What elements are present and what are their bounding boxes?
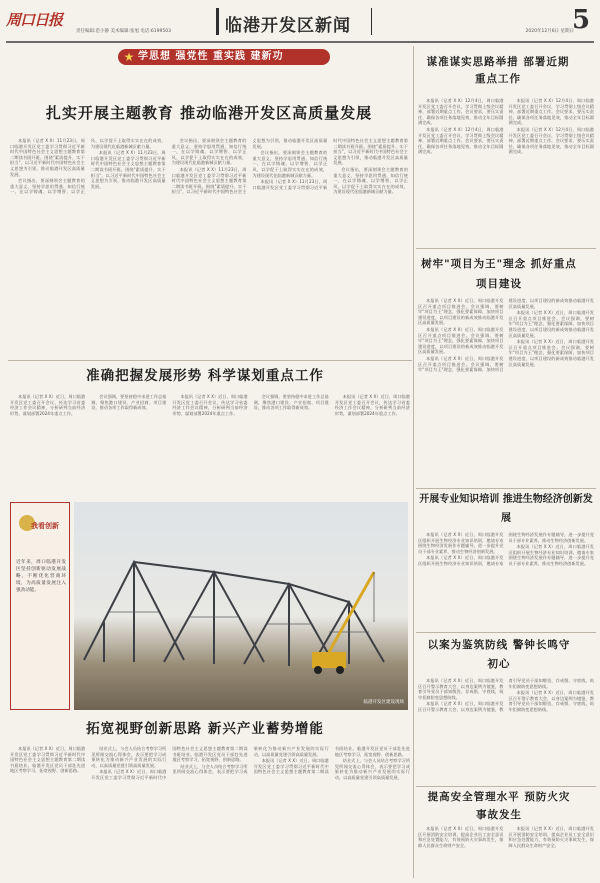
right-body-4-p1: 本报讯（记者 X X）近日，周口临港开发区召开警示教育大会，以身边案例为镜鉴，教育引导党员干部知敬畏、存戒惧、守底线，筑牢拒腐防变思想防线。 (418, 678, 504, 700)
lead-paragraph-2: 会议指出，要深刻领会主题教育的重大意义，坚持学思用贯通、知信行统一，在以学铸魂、以学增智、以学正风、以学促干上取得实实在在的成效，为建设现代化临港新城贡献力量。 (10, 138, 166, 195)
section2-headline: 准确把握发展形势 科学谋划重点工作 (86, 368, 324, 384)
sidebar-box (10, 502, 70, 710)
lead-paragraph-7: 本报讯（记者 X X）11月23日，周口临港开发区党工委学习贯彻习近平新时代中国特色社会主义思想主题教育第二期读书班开班。围绕"素质提升、实干担当"，以习近平新时代中国特色社会主义思想为引领，推动临港开发区高质量发展。 (252, 138, 408, 190)
right-body-1-p2: 本报讯（记者 X X）12月4日，周口临港开发区党工委召开会议，学习贯彻上级会议精神，部署近期重点工作。会议要求，要压实责任，确保各项任务落地见效，推动全年目标圆满完成。 (418, 126, 504, 155)
right-body-3-p3: 本报讯（记者 X X）近日，周口临港开发区组织开展生物经济专业知识培训，邀请专家围绕生物经济发展作专题辅导，进一步提升党员干部专业素养，推动生物经济创新发展。 (508, 544, 594, 566)
column-divider (413, 46, 414, 878)
steel-frame-illustration (74, 502, 408, 710)
right-body-2-p4: 本报讯（记者 X X）近日，周口临港开发区召开重点项目推进会。会议强调，要树牢"项目为王"理念，强化要素保障，加快项目建设进度，以项目建设的新成效推动临港开发区高质量发展。 (508, 310, 594, 338)
right-body-2-p3: 本报讯（记者 X X）近日，周口临港开发区召开重点项目推进会。会议强调，要树牢"项目为王"理念，强化要素保障，加快项目建设进度，以项目建设的新成效推动临港开发区高质量发展。 (418, 298, 594, 373)
section3-paragraph-5: 本报讯（记者 X X）近日，周口临港开发区党工委学习贯彻习近平新时代中国特色社会主义思想主题教育第二期读书班结业。临港开发区党员干部赴先进地区考察学习，拓宽视野、创新思路。 (253, 746, 410, 775)
section3-paragraph-6: 结业式上，与会人员结合考察学习所见所闻交流心得体会，表示要把学习成果转化为推动新兴产业发展的实际行动，以高质量党建引领高质量发展。 (334, 758, 410, 780)
right-body-3 (418, 532, 594, 628)
construction-photo (74, 502, 408, 710)
right-body-4 (418, 678, 594, 782)
lead-paragraph-5: 本报讯（记者 X X）11月23日，周口临港开发区党工委学习贯彻习近平新时代中国特色社会主义思想主题教育第二期读书班开班。围绕"素质提升、实干担当"，以习近平新时代中国特色社会主义思想为引领，推动临港开发区高质量发展。 (171, 138, 328, 195)
right-body-5 (418, 826, 594, 880)
lead-headline: 扎实开展主题教育 推动临港开发区高质量发展 (45, 104, 373, 122)
section3-paragraph-2: 结业式上，与会人员结合考察学习所见所闻交流心得体会，表示要把学习成果转化为推动新兴产业发展的实际行动，以高质量党建引领高质量发展。 (91, 746, 167, 768)
right-rule-4 (416, 786, 596, 787)
sidebar-label: 我看创新 (31, 522, 59, 530)
section2-body (10, 394, 410, 498)
right-body-2-p5: 本报讯（记者 X X）近日，周口临港开发区召开重点项目推进会。会议强调，要树牢"项目为王"理念，强化要素保障，加快项目建设进度，以项目建设的新成效推动临港开发区高质量发展。 (508, 339, 594, 367)
theme-banner-text: 学思想 强党性 重实践 建新功 (138, 51, 284, 62)
section3-paragraph-1: 本报讯（记者 X X）近日，周口临港开发区党工委学习贯彻习近平新时代中国特色社会主义思想主题教育第二期读书班结业。临港开发区党员干部赴先进地区考察学习，拓宽视野、创新思路。 (10, 746, 86, 774)
photo-caption: 临港开发区建设现场 (363, 700, 404, 705)
right-headline-2: 树牢"项目为王"理念 抓好重点项目建设 (421, 258, 577, 290)
right-headline-3: 开展专业知识培训 推进生物经济创新发展 (419, 494, 593, 524)
lead-paragraph-1: 本报讯（记者 X X）11月23日，周口临港开发区党工委学习贯彻习近平新时代中国特色社会主义思想主题教育第二期读书班开班。围绕"素质提升、实干担当"，以习近平新时代中国特色社会主义思想为引领，推动临港开发区高质量发展。 (10, 138, 85, 177)
right-headline-4: 以案为鉴筑防线 警钟长鸣守初心 (427, 639, 571, 670)
right-rule-3 (416, 632, 596, 633)
newspaper-logo: 周口日报 (6, 11, 63, 29)
section2-paragraph-3: 本报讯（记者 X X）近日，周口临港开发区党工委召开会议，传达学习省委经济工作会议精神，分析研判当前经济形势，谋划部署2024年重点工作。 (172, 394, 248, 416)
section3-paragraph-3: 本报讯（记者 X X）近日，周口临港开发区党工委学习贯彻习近平新时代中国特色社会主义思想主题教育第二期读书班结业。临港开发区党员干部赴先进地区考察学习，拓宽视野、创新思路。 (91, 746, 248, 780)
lead-paragraph-4: 会议指出，要深刻领会主题教育的重大意义，坚持学思用贯通、知信行统一，在以学铸魂、以学增智、以学正风、以学促干上取得实实在在的成效，为建设现代化临港新城贡献力量。 (171, 138, 247, 166)
lead-bottom-rule (8, 360, 412, 361)
lead-paragraph-6: 会议指出，要深刻领会主题教育的重大意义，坚持学思用贯通、知信行统一，在以学铸魂、以学增智、以学正风、以学促干上取得实实在在的成效，为建设现代化临港新城贡献力量。 (252, 150, 328, 178)
theme-banner (118, 49, 330, 65)
right-body-2 (418, 298, 594, 484)
right-body-2-p1: 本报讯（记者 X X）近日，周口临港开发区召开重点项目推进会。会议强调，要树牢"项目为王"理念，强化要素保障，加快项目建设进度，以项目建设的新成效推动临港开发区高质量发展。 (418, 298, 504, 326)
section3-body (10, 746, 410, 876)
section2-paragraph-5: 本报讯（记者 X X）近日，周口临港开发区党工委召开会议，传达学习省委经济工作会议精神，分析研判当前经济形势，谋划部署2024年重点工作。 (334, 394, 410, 416)
sidebar-text: 近年来，周口临港开发区坚持创新驱动发展战略，不断优化营商环境，为高质量发展注入强劲动能。 (16, 560, 66, 593)
lead-paragraph-8: 会议指出，要深刻领会主题教育的重大意义，坚持学思用贯通、知信行统一，在以学铸魂、以学增智、以学正风、以学促干上取得实实在在的成效，为建设现代化临港新城贡献力量。 (333, 166, 408, 195)
right-headline-1: 谋准谋实思路举措 部署近期重点工作 (426, 56, 570, 85)
right-body-5-p1: 本报讯（记者 X X）近日，周口临港开发区开展消防安全培训，提高企业员工安全意识和应急处置能力，有效预防火灾事故发生，保障人民群众生命财产安全。 (418, 826, 504, 848)
right-rule-2 (416, 488, 596, 489)
editor-info: 责任编辑:范小静 美术编辑:张旭 电话:6199503 (76, 29, 171, 34)
section2-paragraph-4: 会议强调，要坚持稳中求进工作总基调，聚焦港口建设、产业招商、项目建设，推动各项工作取得新成效。 (253, 394, 329, 411)
right-body-3-p1: 本报讯（记者 X X）近日，周口临港开发区组织开展生物经济专业知识培训，邀请专家围绕生物经济发展作专题辅导，进一步提升党员干部专业素养，推动生物经济创新发展。 (418, 532, 504, 554)
issue-date: 2020年12月6日 星期日 (525, 29, 574, 34)
section-title-bar (216, 8, 372, 35)
masthead-divider (6, 41, 594, 43)
right-body-1-p3: 本报讯（记者 X X）12月4日，周口临港开发区党工委召开会议，学习贯彻上级会议精神，部署近期重点工作。会议要求，要压实责任，确保各项任务落地见效，推动全年目标圆满完成。 (508, 98, 594, 126)
right-rule-1 (416, 248, 596, 249)
right-body-1-p1: 本报讯（记者 X X）12月4日，周口临港开发区党工委召开会议，学习贯彻上级会议精神，部署近期重点工作。会议要求，要压实责任，确保各项任务落地见效，推动全年目标圆满完成。 (418, 98, 504, 126)
right-body-2-p2: 本报讯（记者 X X）近日，周口临港开发区召开重点项目推进会。会议强调，要树牢"项目为王"理念，强化要素保障，加快项目建设进度，以项目建设的新成效推动临港开发区高质量发展。 (418, 326, 504, 355)
right-body-4-p3: 本报讯（记者 X X）近日，周口临港开发区召开警示教育大会，以身边案例为镜鉴，教育引导党员干部知敬畏、存戒惧、守底线，筑牢拒腐防变思想防线。 (508, 690, 594, 712)
banner-star-icon: ★ (123, 50, 135, 64)
right-body-4-p2: 本报讯（记者 X X）近日，周口临港开发区召开警示教育大会，以身边案例为镜鉴，教育引导党员干部知敬畏、存戒惧、守底线，筑牢拒腐防变思想防线。 (418, 678, 594, 712)
section-title: 临港开发区新闻 (225, 16, 351, 33)
lead-paragraph-3: 本报讯（记者 X X）11月23日，周口临港开发区党工委学习贯彻习近平新时代中国特色社会主义思想主题教育第二期读书班开班。围绕"素质提升、实干担当"，以习近平新时代中国特色社会主义思想为引领，推动临港开发区高质量发展。 (90, 150, 166, 189)
section2-paragraph-2: 会议强调，要坚持稳中求进工作总基调，聚焦港口建设、产业招商、项目建设，推动各项工作取得新成效。 (91, 394, 167, 411)
right-body-1 (418, 98, 594, 244)
right-body-3-p2: 本报讯（记者 X X）近日，周口临港开发区组织开展生物经济专业知识培训，邀请专家围绕生物经济发展作专题辅导，进一步提升党员干部专业素养，推动生物经济创新发展。 (418, 532, 594, 566)
right-body-1-p4: 本报讯（记者 X X）12月4日，周口临港开发区党工委召开会议，学习贯彻上级会议精神，部署近期重点工作。会议要求，要压实责任，确保各项任务落地见效，推动全年目标圆满完成。 (508, 126, 594, 155)
sidebar-label-badge (17, 507, 63, 553)
lead-body (10, 138, 408, 354)
page-number: 5 (571, 5, 591, 35)
section2-paragraph-1: 本报讯（记者 X X）近日，周口临港开发区党工委召开会议，传达学习省委经济工作会议精神，分析研判当前经济形势，谋划部署2024年重点工作。 (10, 394, 86, 416)
right-headline-5: 提高安全管理水平 预防火灾事故发生 (427, 791, 571, 821)
section3-paragraph-4: 结业式上，与会人员结合考察学习所见所闻交流心得体会，表示要把学习成果转化为推动新兴产业发展的实际行动，以高质量党建引领高质量发展。 (172, 746, 329, 775)
section3-headline: 拓宽视野创新思路 新兴产业蓄势增能 (86, 721, 324, 737)
right-body-5-p2: 本报讯（记者 X X）近日，周口临港开发区开展消防安全培训，提高企业员工安全意识和应急处置能力，有效预防火灾事故发生，保障人民群众生命财产安全。 (508, 826, 594, 848)
masthead (0, 0, 600, 44)
